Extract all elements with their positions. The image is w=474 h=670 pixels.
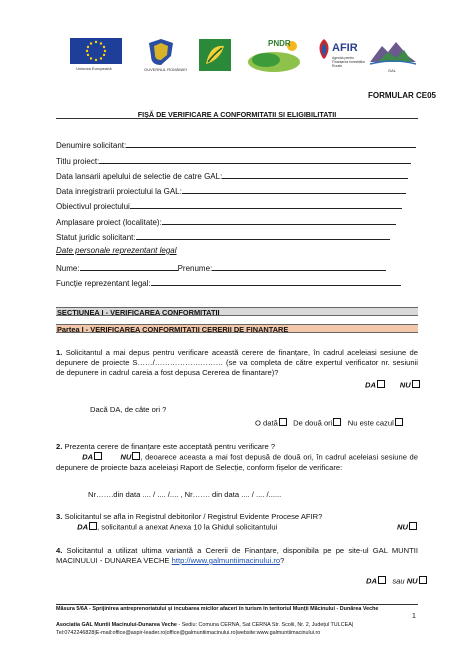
- q1-sub-question: Dacă DA, de câte ori ?: [90, 405, 167, 414]
- page-title: FIŞĂ DE VERIFICARE A CONFORMITATII SI ELIGIBILITATII: [137, 110, 337, 119]
- footer-measure: Măsura 5/6A - Sprijinirea antreprenoriatului și incubarea micilor afaceri în turism în teritoriul Munții Măcinului - Dunărea Veche: [56, 606, 379, 612]
- nu-label: NU: [397, 522, 408, 532]
- field-label: Denumire solicitant:: [56, 141, 127, 150]
- field-label: Obiectivul proiectului: [56, 202, 130, 211]
- part-heading: Partea I - VERIFICAREA CONFORMITATII CERERII DE FINANTARE: [56, 324, 418, 333]
- question-text: Prezenta cerere de finanțare este acceptată pentru verificare ?: [64, 442, 276, 451]
- gov-caption: GUVERNUL ROMÂNIEI: [144, 67, 187, 72]
- option-checkbox[interactable]: [395, 418, 403, 426]
- afir-caption: Agenția pentru Finanțarea Investițiilor Rurale: [332, 56, 366, 68]
- option-label: Nu este cazul: [347, 418, 394, 428]
- option-label: De două ori: [293, 418, 333, 428]
- question-text: ?: [280, 556, 285, 565]
- pndr-logo: [246, 38, 306, 79]
- field-label: Amplasare proiect (localitate):: [56, 218, 162, 227]
- question-text: , deoarece aceasta a mai fost depusă de două ori, în cadrul aceleiasi sesiune de depunere de proiecte baza aceleiași Raport de Selecție, conform fișelor de verificare:: [56, 452, 418, 472]
- eu-caption: Uniunea Europeană: [76, 66, 112, 71]
- field-blank[interactable]: [80, 262, 178, 271]
- field-data-inregistrare: [56, 185, 406, 196]
- field-label: Nume:: [56, 264, 80, 273]
- q1-count-options: [255, 418, 403, 428]
- question-number: 4.: [56, 546, 63, 555]
- question-2: [56, 442, 418, 473]
- question-text: Solicitantul se afla in Registrul debitorilor / Registrul Evidente Procese AFIR?: [64, 512, 323, 521]
- gov-crest-logo: [146, 38, 186, 71]
- field-statut: [56, 231, 390, 242]
- nu-checkbox[interactable]: [419, 576, 427, 584]
- q3-nu: [397, 522, 417, 532]
- question-4: [56, 546, 418, 566]
- field-label: Titlu proiect:: [56, 157, 100, 166]
- form-code: FORMULAR CE05: [367, 91, 436, 100]
- field-obiectiv: [56, 200, 402, 211]
- field-blank[interactable]: [222, 170, 408, 179]
- question-number: 1.: [56, 348, 63, 357]
- title-underline: [56, 118, 418, 119]
- pndr-text: PNDR: [268, 39, 291, 48]
- q1-answer: [365, 380, 420, 390]
- or-label: sau: [392, 576, 405, 586]
- da-label: DA: [366, 576, 377, 586]
- field-blank[interactable]: [182, 185, 406, 194]
- gal-caption: GAL: [388, 68, 397, 73]
- eu-flag-logo: [70, 38, 126, 69]
- question-number: 2.: [56, 442, 63, 451]
- field-denumire: [56, 139, 416, 150]
- option-checkbox[interactable]: [333, 418, 341, 426]
- field-label: Data lansarii apelului de selectie de catre GAL:: [56, 172, 223, 181]
- nu-label: NU: [399, 380, 411, 390]
- footer-address: [56, 622, 418, 630]
- da-label: DA: [82, 452, 94, 462]
- question-text: Solicitantul a utilizat ultima variantă a Cererii de Finanțare, disponibila pe pe site-ul GAL MUNTII MACINULUI - DUNAREA VECHE: [56, 546, 418, 565]
- field-blank[interactable]: [126, 139, 416, 148]
- section-heading: SECTIUNEA I - VERIFICAREA CONFORMITATII: [56, 307, 418, 316]
- field-blank[interactable]: [130, 200, 402, 209]
- gal-logo: [368, 38, 420, 73]
- field-blank[interactable]: [136, 231, 390, 240]
- field-label: Data inregistrarii proiectului la GAL:: [56, 187, 182, 196]
- field-data-lansare: [56, 170, 408, 181]
- question-text: Solicitantul a mai depus pentru verificare această cerere de finanțare, în cadrul aceleiasi sesiune de depunere de proiecte S……/……………………… (se va completa de către expertul verificator nr. sesiunii de depunere in cadrul careia a fost depusa Cererea de finantare)?: [56, 348, 418, 377]
- field-blank[interactable]: [151, 277, 401, 286]
- question-3: [56, 512, 418, 533]
- field-blank[interactable]: [99, 155, 411, 164]
- option-checkbox[interactable]: [279, 418, 287, 426]
- field-titlu: [56, 155, 411, 166]
- da-checkbox[interactable]: [94, 452, 102, 460]
- legal-rep-heading: Date personale reprezentant legal: [56, 246, 177, 255]
- nu-label: NU: [120, 452, 132, 462]
- da-checkbox[interactable]: [378, 576, 386, 584]
- da-label: DA: [365, 380, 376, 390]
- field-label: Funcție reprezentant legal:: [56, 279, 151, 288]
- field-blank[interactable]: [212, 262, 386, 271]
- question-number: 3.: [56, 512, 63, 521]
- q4-answer: [366, 576, 427, 586]
- q2-fill-line[interactable]: Nr…….din data .... / .... /.... , Nr……. din data .... / .... /......: [88, 490, 282, 499]
- logo-bar: [70, 38, 420, 76]
- field-label: Prenume:: [177, 264, 213, 273]
- field-blank[interactable]: [162, 216, 396, 225]
- field-functie: [56, 277, 401, 288]
- field-nume: [56, 262, 386, 273]
- footer-divider: [56, 604, 418, 605]
- question-1: [56, 348, 418, 378]
- nu-checkbox[interactable]: [412, 380, 420, 388]
- nu-checkbox[interactable]: [409, 522, 417, 530]
- nu-label: NU: [406, 576, 418, 586]
- option-label: O dată: [255, 418, 278, 428]
- footer-contact: Tel:0742246828|E-mail:office@aspir-leader.ro|office@galmuntiimacinului.ro|website:www.galmuntiimacinului.ro: [56, 630, 321, 636]
- afir-text: AFIR: [332, 42, 358, 54]
- leader-logo: [198, 38, 234, 77]
- da-checkbox[interactable]: [89, 522, 97, 530]
- field-label: Statut juridic solicitant:: [56, 233, 136, 242]
- question-text: , solicitantul a anexat Anexa 10 la Ghidul solicitantului: [97, 522, 278, 532]
- page-number: 1: [412, 613, 416, 620]
- da-label: DA: [77, 522, 89, 532]
- footer-assoc: Asociatia GAL Muntii Macinului-Dunarea Veche: [56, 622, 177, 628]
- footer-address-text: - Sediu: Comuna CERNA, Sat CERNA Str. Scolii, Nr. 2, Județul TULCEA|: [176, 622, 354, 628]
- field-amplasare: [56, 216, 396, 227]
- gal-website-link[interactable]: http://www.galmuntiimacinului.ro: [171, 556, 281, 565]
- da-checkbox[interactable]: [377, 380, 385, 388]
- afir-logo: [316, 38, 368, 68]
